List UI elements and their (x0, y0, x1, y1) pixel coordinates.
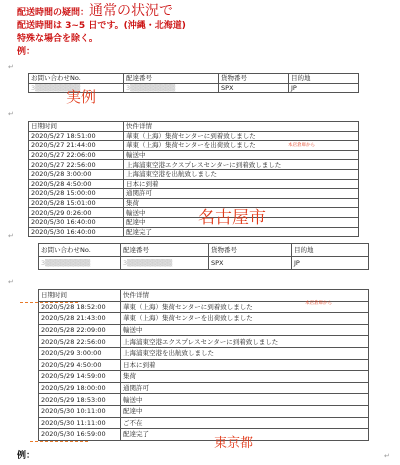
detail-cell: 輸送中 (124, 208, 359, 218)
table-row (29, 131, 359, 141)
datetime-cell: 2020/5/27 21:44:00 (29, 141, 124, 151)
datetime-cell: 2020/5/29 4:50:00 (39, 359, 121, 371)
paragraph-mark: ↵ (8, 63, 14, 71)
datetime-cell: 2020/5/28 21:43:00 (39, 313, 121, 325)
detail-cell: 上海浦東空港を出航致しました (124, 169, 359, 179)
table-row (39, 405, 369, 417)
detail-cell: ご不在 (121, 417, 369, 429)
header-line-4: 例： (17, 47, 36, 57)
datetime-cell: 2020/5/29 14:59:00 (39, 371, 121, 383)
detail-cell: 日本に到着 (121, 359, 369, 371)
detail-cell: 華東（上海）集荷センターを出荷致しました (121, 313, 369, 325)
table-row (29, 169, 359, 179)
table-row (39, 313, 369, 325)
detail-cell: 集荷 (121, 371, 369, 383)
detail-cell: 華東（上海）集荷センターに到着致しました (124, 131, 359, 141)
header-cell: 目的地 (289, 74, 359, 84)
detail-cell: 配達完了 (124, 227, 359, 237)
destination: JP (292, 257, 369, 270)
table-row (39, 324, 369, 336)
origin-note-1: 本店倉庫から (288, 143, 315, 148)
detail-cell: 上海浦東空港エクスプレスセンターに到着致しました (124, 160, 359, 170)
tracking-log-table-1 (28, 121, 359, 237)
header-cell: 目的地 (292, 244, 369, 257)
table-row (29, 150, 359, 160)
table-row (29, 189, 359, 199)
header-cell: 配達番号 (124, 74, 219, 84)
header-cell: 配達番号 (121, 244, 209, 257)
detail-cell: 輸送中 (124, 150, 359, 160)
table-header-row (39, 244, 369, 257)
table-row (39, 382, 369, 394)
detail-cell: 華東（上海）集荷センターを出荷致しました (124, 141, 359, 151)
datetime-cell: 2020/5/28 22:09:00 (39, 324, 121, 336)
table-row (39, 417, 369, 429)
inquiry-number: 3▒▒▒▒▒▒▒▒▒ (39, 257, 121, 270)
table-row (29, 179, 359, 189)
detail-cell: 配達中 (124, 217, 359, 227)
header-line-3: 特殊な場合を除く。 (17, 34, 98, 44)
datetime-cell: 2020/5/30 10:11:00 (39, 405, 121, 417)
datetime-cell: 2020/5/30 16:59:00 (39, 429, 121, 441)
datetime-cell: 2020/5/28 15:01:00 (29, 198, 124, 208)
dashed-underline-2 (30, 441, 88, 442)
datetime-cell: 2020/5/28 3:00:00 (29, 169, 124, 179)
header-cell: 日期时间 (29, 122, 124, 132)
datetime-cell: 2020/5/28 15:00:00 (29, 189, 124, 199)
paragraph-mark: ↵ (8, 278, 14, 286)
cargo-number: SPX (219, 83, 289, 93)
paragraph-mark: ↵ (384, 452, 390, 460)
detail-cell: 上海浦東空港を出航致しました (121, 347, 369, 359)
inquiry-number: 3▒▒▒▒▒▒▒▒▒ (29, 83, 124, 93)
datetime-cell: 2020/5/28 4:50:00 (29, 179, 124, 189)
datetime-cell: 2020/5/27 22:06:00 (29, 150, 124, 160)
detail-cell: 通関許可 (124, 189, 359, 199)
nagoya-label: 名古屋市 (198, 208, 266, 228)
header-cell: 日期时间 (39, 290, 121, 302)
datetime-cell: 2020/5/28 18:52:00 (39, 301, 121, 313)
table-row (39, 429, 369, 441)
tracking-info-table-2 (38, 243, 369, 270)
table-header-row (29, 122, 359, 132)
delivery-number: 3▒▒▒▒▒▒▒▒▒ (124, 83, 219, 93)
origin-note-2: 本店倉庫から (305, 301, 332, 306)
delivery-number: 3▒▒▒▒▒▒▒▒▒ (121, 257, 209, 270)
tracking-log-table-2 (38, 289, 369, 441)
datetime-cell: 2020/5/27 22:56:00 (29, 160, 124, 170)
datetime-cell: 2020/5/29 0:26:00 (29, 208, 124, 218)
header-cell: 貨物番号 (209, 244, 292, 257)
detail-cell: 輸送中 (121, 394, 369, 406)
header-cell: お問い合わせNo. (29, 74, 124, 84)
datetime-cell: 2020/5/29 18:53:00 (39, 394, 121, 406)
datetime-cell: 2020/5/29 18:00:00 (39, 382, 121, 394)
header-cell: 貨物番号 (219, 74, 289, 84)
header-cell: 快件详情 (121, 290, 369, 302)
detail-cell: 輸送中 (121, 324, 369, 336)
dashed-underline-1 (20, 302, 78, 303)
table-row (39, 371, 369, 383)
example-label: 実例 (66, 88, 97, 106)
table-row (29, 198, 359, 208)
datetime-cell: 2020/5/30 16:40:00 (29, 217, 124, 227)
delivery-time-header (17, 5, 186, 59)
detail-cell: 日本に到着 (124, 179, 359, 189)
paragraph-mark: ↵ (8, 232, 14, 240)
table-row (39, 359, 369, 371)
cargo-number: SPX (209, 257, 292, 270)
datetime-cell: 2020/5/30 16:40:00 (29, 227, 124, 237)
table-row (29, 227, 359, 237)
header-cell: お問い合わせNo. (39, 244, 121, 257)
datetime-cell: 2020/5/30 11:11:00 (39, 417, 121, 429)
table-row (39, 394, 369, 406)
table-row (29, 208, 359, 218)
footer-example: 例： (17, 451, 36, 461)
table-header-row (29, 74, 359, 84)
table-row (29, 217, 359, 227)
table-row (39, 336, 369, 348)
detail-cell: 配達完了 (121, 429, 369, 441)
datetime-cell: 2020/5/29 3:00:00 (39, 347, 121, 359)
detail-cell: 上海浦東空港エクスプレスセンターに到着致しました (121, 336, 369, 348)
datetime-cell: 2020/5/28 22:56:00 (39, 336, 121, 348)
detail-cell: 通関許可 (121, 382, 369, 394)
header-cell: 快件详情 (124, 122, 359, 132)
paragraph-mark: ↵ (8, 110, 14, 118)
header-normal-case: 通常の状況で (89, 3, 174, 19)
header-line-1 (17, 5, 186, 20)
detail-cell: 華東（上海）集荷センターに到着致しました (121, 301, 369, 313)
detail-cell: 配達中 (121, 405, 369, 417)
detail-cell: 集荷 (124, 198, 359, 208)
destination: JP (289, 83, 359, 93)
tokyo-label: 東京都 (214, 436, 254, 451)
table-row (39, 347, 369, 359)
header-question: 配送時間の疑問： (17, 8, 90, 18)
table-row (39, 257, 369, 270)
table-row (29, 160, 359, 170)
header-line-2: 配送時間は 3~5 日です。(沖縄・北海道) (17, 21, 186, 31)
datetime-cell: 2020/5/27 18:51:00 (29, 131, 124, 141)
